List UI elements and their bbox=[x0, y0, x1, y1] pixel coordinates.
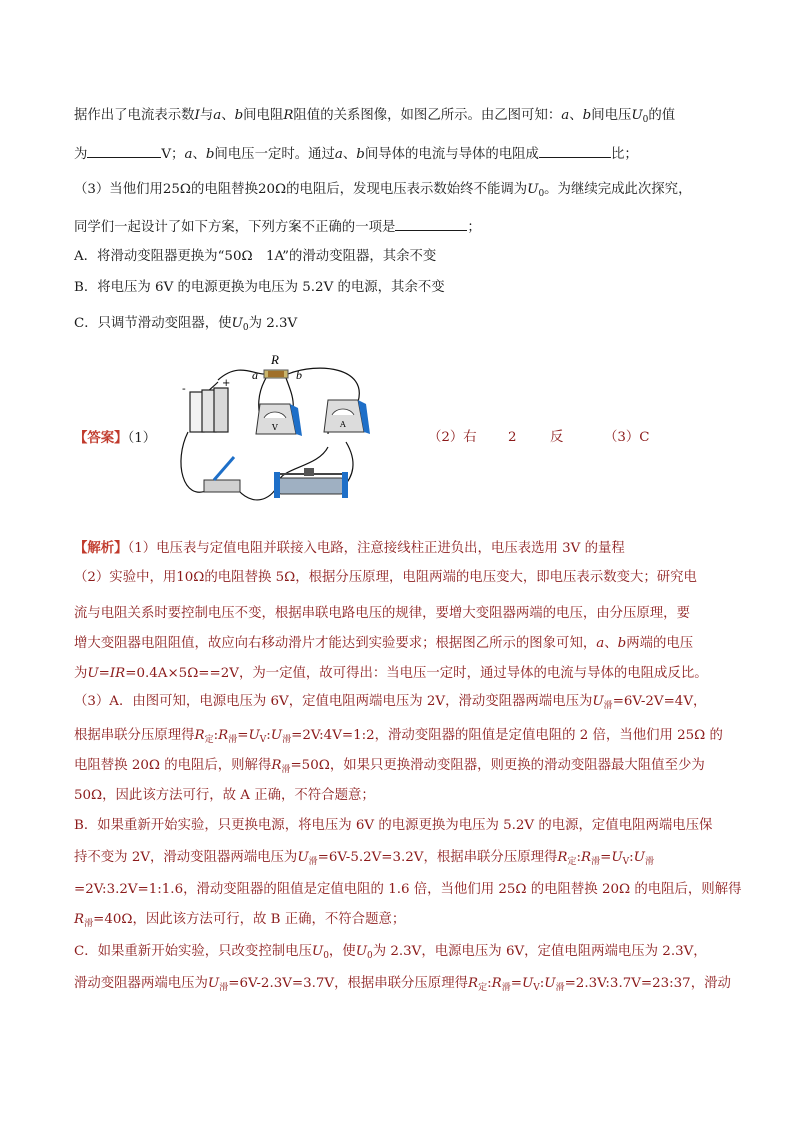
subscript: 0 bbox=[538, 189, 545, 199]
text: =6V-2V=4V， bbox=[612, 694, 707, 709]
text: 两端的电压 bbox=[626, 636, 694, 651]
text: ； bbox=[467, 220, 481, 235]
subscript: 0 bbox=[367, 951, 373, 961]
answer-blank-3[interactable] bbox=[395, 216, 467, 231]
text: 同学们一起设计了如下方案，下列方案不正确的一项是 bbox=[74, 220, 396, 235]
switch-lever bbox=[214, 457, 234, 480]
subscript: 定 bbox=[204, 735, 214, 745]
var: b bbox=[234, 108, 244, 123]
rheostat-end bbox=[274, 472, 280, 498]
subscript: 滑 bbox=[308, 857, 318, 867]
text: 与 bbox=[199, 108, 214, 123]
var: a bbox=[184, 147, 193, 162]
text: （1）电压表与定值电阻并联接入电路，注意接线柱正进负出，电压表选用 3V 的量程 bbox=[127, 541, 625, 556]
text: 据作出了电流表示数 bbox=[74, 108, 195, 123]
text: 滑动变阻器两端电压为 bbox=[74, 976, 208, 991]
plus-label: + bbox=[222, 378, 231, 389]
analysis-line-10 bbox=[74, 816, 712, 836]
text: 根据串联分压原理得 bbox=[74, 728, 195, 743]
subscript: V bbox=[259, 735, 267, 745]
analysis-line-5 bbox=[74, 664, 708, 684]
text: C．只调节滑动变阻器，使 bbox=[74, 316, 232, 331]
subscript: 0 bbox=[242, 323, 249, 333]
var: b bbox=[617, 636, 627, 651]
text: 持不变为 2V，滑动变阻器两端电压为 bbox=[74, 850, 298, 865]
subscript: 滑 bbox=[219, 983, 229, 993]
text: （3）C bbox=[604, 430, 650, 445]
text: : bbox=[266, 728, 271, 743]
text: 、 bbox=[342, 147, 357, 162]
analysis-line-8 bbox=[74, 756, 705, 780]
text: 间电压 bbox=[591, 108, 632, 123]
text: =6V-5.2V=3.2V，根据串联分压原理得 bbox=[317, 850, 558, 865]
voltmeter-label: V bbox=[272, 423, 278, 432]
text: 阻值的关系图像，如图乙所示。由乙图可知： bbox=[293, 108, 562, 123]
label-a: a bbox=[252, 368, 258, 382]
subscript: V bbox=[533, 983, 540, 993]
text: =40Ω，因此该方法可行，故 B 正确，不符合题意； bbox=[93, 912, 406, 927]
text: =2V:4V=1:2，滑动变阻器的阻值是定值电阻的 2 倍，当他们用 25Ω 的 bbox=[291, 728, 723, 743]
subscript: 滑 bbox=[591, 857, 601, 867]
var: U bbox=[248, 728, 260, 743]
battery-cell bbox=[214, 388, 228, 432]
var: R bbox=[491, 976, 502, 991]
var: R bbox=[218, 728, 229, 743]
var: R bbox=[194, 728, 205, 743]
text: : bbox=[629, 850, 634, 865]
switch-base bbox=[204, 480, 240, 492]
var: U bbox=[521, 976, 534, 991]
text: 间电阻 bbox=[243, 108, 284, 123]
var: U bbox=[544, 976, 556, 991]
var: U bbox=[527, 182, 539, 197]
text: B．如果重新开始实验，只更换电源，将电压为 6V 的电源更换为电压为 5.2V 的电源，定值电阻两端电压保 bbox=[74, 818, 713, 833]
subscript: 0 bbox=[323, 951, 329, 961]
text: V； bbox=[161, 147, 185, 162]
subscript: 滑 bbox=[501, 983, 511, 993]
var: a bbox=[596, 636, 605, 651]
var: R bbox=[557, 850, 568, 865]
text: ，使 bbox=[328, 944, 356, 959]
subscript: 滑 bbox=[84, 919, 94, 929]
answer-part-3 bbox=[604, 428, 650, 448]
var: a bbox=[213, 108, 222, 123]
var: U bbox=[633, 850, 645, 865]
var: R bbox=[283, 108, 294, 123]
var: U bbox=[231, 316, 243, 331]
text: 、 bbox=[604, 636, 618, 651]
analysis-line-9 bbox=[74, 786, 375, 806]
subscript: 定 bbox=[478, 983, 488, 993]
text: = bbox=[237, 728, 249, 743]
text: 流与电阻关系时要控制电压不变，根据串联电路电压的规律，要增大变阻器两端的电压，由分压原理，要 bbox=[74, 606, 690, 621]
text: =2.3V:3.7V=23:37，滑动 bbox=[564, 976, 731, 991]
analysis-line-1 bbox=[74, 538, 625, 559]
text: 50Ω，因此该方法可行，故 A 正确，不符合题意； bbox=[74, 788, 375, 803]
text: =50Ω，如果只更换滑动变阻器，则更换的滑动变阻器最大阻值至少为 bbox=[290, 758, 705, 773]
question-line-4 bbox=[74, 216, 481, 238]
rheostat-slider bbox=[304, 468, 314, 476]
analysis-line-6 bbox=[74, 692, 706, 716]
subscript: 滑 bbox=[282, 735, 292, 745]
analysis-line-4 bbox=[74, 634, 693, 654]
var: R bbox=[271, 758, 282, 773]
analysis-line-11 bbox=[74, 848, 654, 872]
text: 的值 bbox=[648, 108, 676, 123]
label-r: R bbox=[271, 352, 279, 367]
text: 为 bbox=[74, 147, 88, 162]
answer-line bbox=[74, 428, 156, 449]
var: R bbox=[581, 850, 592, 865]
question-line-1 bbox=[74, 106, 675, 130]
text: 为 2.3V bbox=[248, 316, 298, 331]
question-line-3 bbox=[74, 180, 691, 204]
rheostat-end bbox=[342, 472, 348, 498]
subscript: 滑 bbox=[281, 765, 291, 775]
subscript: 滑 bbox=[555, 983, 565, 993]
subscript: V bbox=[622, 857, 630, 867]
text: 间电压一定时。通过 bbox=[214, 147, 335, 162]
text: 。为继续完成此次探究， bbox=[544, 182, 692, 197]
answer-value-2 bbox=[508, 428, 517, 448]
text: A．将滑动变阻器更换为“50Ω 1A”的滑动变阻器，其余不变 bbox=[74, 249, 437, 264]
var: b bbox=[205, 147, 215, 162]
text: 比； bbox=[610, 147, 638, 162]
var: b bbox=[356, 147, 365, 162]
analysis-line-12 bbox=[74, 880, 741, 900]
equation: U=IR bbox=[87, 666, 126, 681]
rheostat-coil bbox=[278, 478, 344, 494]
text: : bbox=[539, 976, 545, 991]
answer-tag: 【答案】 bbox=[74, 430, 128, 446]
question-line-2 bbox=[74, 143, 638, 165]
text: 增大变阻器电阻阻值，故应向右移动滑片才能达到实验要求；根据图乙所示的图象可知， bbox=[74, 636, 597, 651]
answer-part-2 bbox=[428, 428, 477, 448]
text: 、 bbox=[221, 108, 235, 123]
option-c bbox=[74, 314, 297, 338]
analysis-line-2 bbox=[74, 568, 697, 588]
text: : bbox=[213, 728, 219, 743]
ammeter-label: A bbox=[340, 420, 346, 429]
answer-blank-1[interactable] bbox=[87, 143, 161, 158]
var: R bbox=[74, 912, 85, 927]
option-b bbox=[74, 278, 445, 298]
var: U bbox=[297, 850, 309, 865]
var: a bbox=[334, 147, 343, 162]
text: : bbox=[576, 850, 582, 865]
text: B．将电压为 6V 的电源更换为电压为 5.2V 的电源，其余不变 bbox=[74, 280, 445, 295]
text: : bbox=[487, 976, 492, 991]
option-a bbox=[74, 247, 436, 267]
text: C．如果重新开始实验，只改变控制电压 bbox=[74, 944, 312, 959]
analysis-line-13 bbox=[74, 910, 405, 934]
text: 、 bbox=[192, 147, 206, 162]
text: （3）当他们用25Ω的电阻替换20Ω的电阻后，发现电压表示数始终不能调为 bbox=[74, 182, 528, 197]
analysis-tag: 【解析】 bbox=[74, 540, 128, 556]
text: 、 bbox=[569, 108, 583, 123]
var: U bbox=[592, 694, 604, 709]
text: =2V:3.2V=1:1.6，滑动变阻器的阻值是定值电阻的 1.6 倍，当他们用 25Ω 的电阻替换 20Ω 的电阻后，则解得 bbox=[74, 882, 742, 897]
var: U bbox=[611, 850, 623, 865]
var: U bbox=[207, 976, 220, 991]
var: U bbox=[631, 108, 643, 123]
label-b: b bbox=[296, 368, 302, 382]
var: R bbox=[467, 976, 479, 991]
subscript: 滑 bbox=[644, 857, 654, 867]
text: 2 bbox=[508, 430, 517, 445]
minus-label: - bbox=[182, 382, 186, 395]
text: =6V-2.3V=3.7V，根据串联分压原理得 bbox=[228, 976, 468, 991]
analysis-line-15 bbox=[74, 974, 731, 998]
text: （3）A．由图可知，电源电压为 6V，定值电阻两端电压为 2V，滑动变阻器两端电压为 bbox=[74, 694, 593, 709]
var: U bbox=[311, 944, 324, 959]
text: 间导体的电流与导体的电阻成 bbox=[364, 147, 539, 162]
analysis-line-7 bbox=[74, 726, 723, 750]
var: a bbox=[561, 108, 570, 123]
resistor-body bbox=[268, 371, 284, 377]
text: 为 bbox=[74, 666, 88, 681]
text: =0.4A×5Ω==2V，为一定值，故可得出：当电压一定时，通过导体的电流与导体的电阻成反比。 bbox=[125, 666, 708, 681]
text: = bbox=[510, 976, 522, 991]
subscript: 定 bbox=[567, 857, 577, 867]
subscript: 滑 bbox=[603, 701, 613, 711]
answer-value-3 bbox=[550, 428, 563, 448]
text: 电阻替换 20Ω 的电阻后，则解得 bbox=[74, 758, 272, 773]
answer-part-1: （1） bbox=[127, 431, 157, 446]
answer-blank-2[interactable] bbox=[539, 143, 611, 158]
analysis-line-3 bbox=[74, 604, 690, 624]
text: 为 2.3V，电源电压为 6V，定值电阻两端电压为 2.3V， bbox=[372, 944, 707, 959]
circuit-diagram bbox=[178, 352, 378, 522]
text: 反 bbox=[550, 430, 564, 445]
text: = bbox=[600, 850, 612, 865]
var: I bbox=[194, 108, 200, 123]
var: U bbox=[270, 728, 283, 743]
subscript: 0 bbox=[642, 115, 649, 125]
analysis-line-14 bbox=[74, 942, 707, 966]
var: b bbox=[582, 108, 592, 123]
subscript: 滑 bbox=[228, 735, 238, 745]
text: （2）实验中，用10Ω的电阻替换 5Ω，根据分压原理，电阻两端的电压变大，即电压表示数变大；研究电 bbox=[74, 570, 697, 585]
text: （2）右 bbox=[428, 430, 477, 445]
var: U bbox=[355, 944, 367, 959]
